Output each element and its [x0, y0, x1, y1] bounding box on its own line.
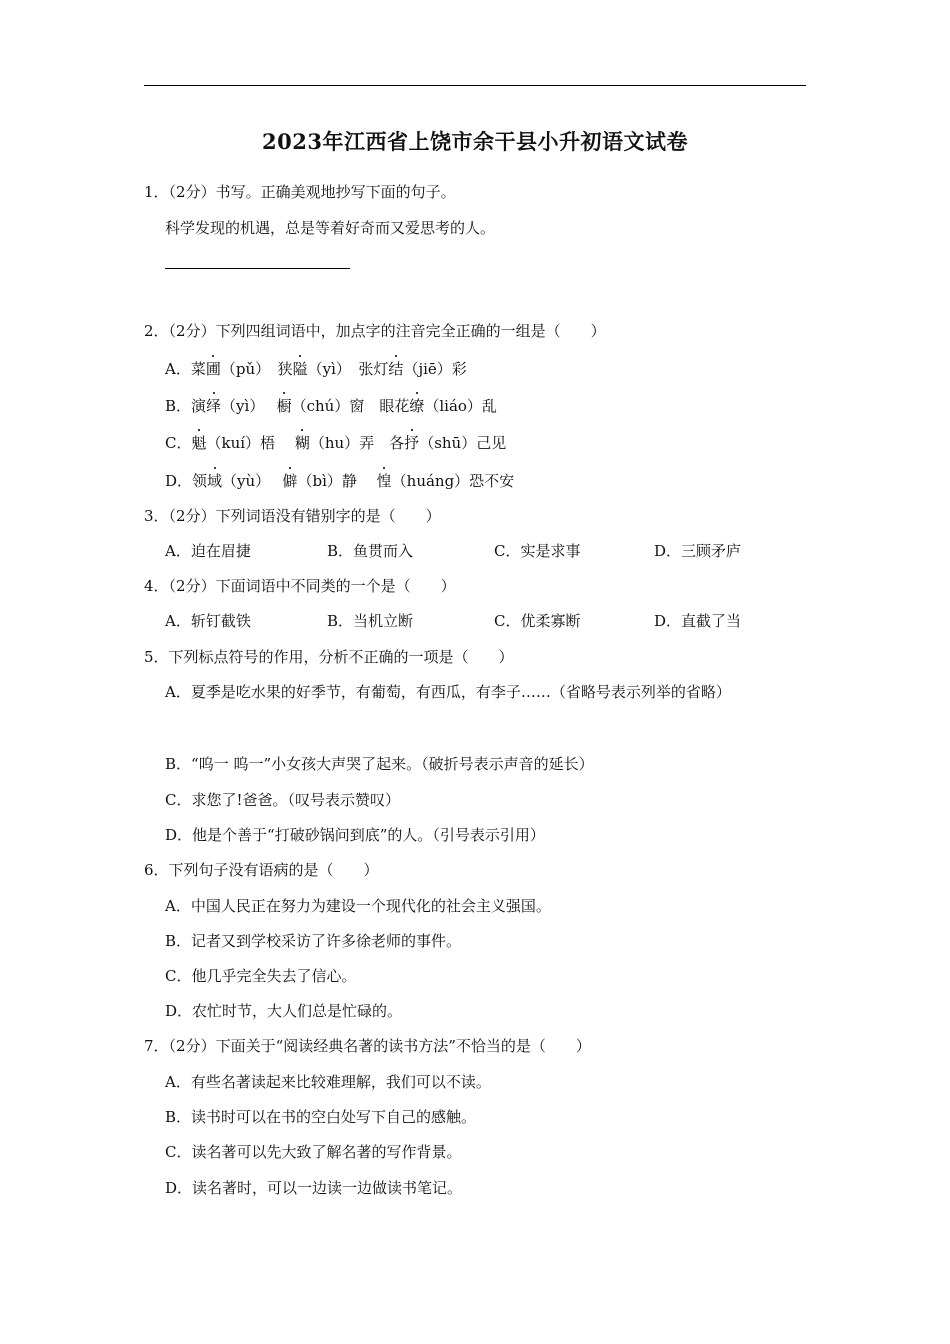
q2-option-b[interactable]	[165, 396, 497, 416]
q3-option-a[interactable]: A．迫在眉捷	[165, 542, 251, 560]
q4-option-d[interactable]: D．直截了当	[654, 612, 742, 630]
q2-b-dotted-char: 橱	[276, 397, 292, 415]
q7-option-d[interactable]: D．读名著时，可以一边读一边做读书笔记。	[165, 1179, 463, 1197]
q5-option-a[interactable]: A．夏季是吃水果的好季节，有葡萄，有西瓜，有李子……（省略号表示列举的省略）	[165, 683, 731, 701]
q2-a-text: A．菜	[165, 360, 206, 378]
q3-option-b[interactable]: B．鱼贯而入	[327, 542, 414, 560]
q2-d-text: （huáng）恐不安	[391, 472, 515, 490]
q7-stem: 7．（2分）下面关于“阅读经典名著的读书方法”不恰当的是（ ）	[144, 1037, 591, 1055]
q2-a-dotted-char: 结	[388, 360, 404, 378]
q2-a-dotted-char: 圃	[205, 360, 221, 378]
q4-stem: 4．（2分）下面词语中不同类的一个是（ ）	[144, 577, 456, 595]
q2-b-text: （chú）窗 眼花	[291, 397, 410, 415]
q2-stem: 2．（2分）下列四组词语中，加点字的注音完全正确的一组是（ ）	[144, 322, 606, 340]
header-rule	[144, 85, 806, 86]
q6-option-c[interactable]: C．他几乎完全失去了信心。	[165, 967, 357, 985]
q3-options	[165, 541, 805, 561]
q5-option-d[interactable]: D．他是个善于“打破砂锅问到底”的人。（引号表示引用）	[165, 826, 545, 844]
q6-option-a[interactable]: A．中国人民正在努力为建设一个现代化的社会主义强国。	[165, 897, 551, 915]
q2-c-dotted-char: 魁	[191, 434, 207, 452]
q4-options	[165, 611, 805, 631]
q2-a-text: （yì） 张灯	[307, 360, 389, 378]
q7-option-a[interactable]: A．有些名著读起来比较难理解，我们可以不读。	[165, 1073, 491, 1091]
q6-option-d[interactable]: D．农忙时节，大人们总是忙碌的。	[165, 1002, 403, 1020]
q5-option-b[interactable]: B．“呜一 呜一”小女孩大声哭了起来。（破折号表示声音的延长）	[165, 755, 594, 773]
q2-a-dotted-char: 隘	[292, 360, 308, 378]
page-title: 2023年江西省上饶市余干县小升初语文试卷	[262, 129, 688, 154]
q2-a-text: （jiē）彩	[403, 360, 467, 378]
q4-option-c[interactable]: C．优柔寡断	[494, 612, 581, 630]
q3-stem: 3．（2分）下列词语没有错别字的是（ ）	[144, 507, 441, 525]
q1-answer-blank[interactable]	[165, 268, 350, 269]
q2-c-text: （hu）弄 各	[309, 434, 405, 452]
q3-option-c[interactable]: C．实是求事	[494, 542, 581, 560]
q2-b-dotted-char: 绎	[206, 397, 222, 415]
q4-option-a[interactable]: A．斩钉截铁	[165, 612, 251, 630]
q2-b-dotted-char: 缭	[409, 397, 425, 415]
q4-option-b[interactable]: B．当机立断	[327, 612, 414, 630]
q2-d-text: D．领	[165, 472, 208, 490]
q1-stem: 1．（2分）书写。正确美观地抄写下面的句子。	[144, 183, 456, 201]
q2-option-d[interactable]	[165, 471, 514, 491]
q2-d-text: （bì）静	[297, 472, 377, 490]
q2-c-text: （kuí）梧	[206, 434, 295, 452]
q2-d-dotted-char: 僻	[282, 472, 298, 490]
q2-b-text: （yì）	[221, 397, 277, 415]
q2-a-text: （pǔ） 狭	[220, 360, 293, 378]
q2-c-dotted-char: 抒	[404, 434, 420, 452]
q6-option-b[interactable]: B．记者又到学校采访了许多徐老师的事件。	[165, 932, 462, 950]
q7-option-c[interactable]: C．读名著可以先大致了解名著的写作背景。	[165, 1143, 462, 1161]
q2-d-dotted-char: 域	[207, 472, 223, 490]
q5-stem: 5．下列标点符号的作用，分析不正确的一项是（ ）	[144, 648, 514, 666]
q2-c-text: C．	[165, 434, 192, 452]
q5-option-c[interactable]: C．求您了!爸爸。（叹号表示赞叹）	[165, 791, 401, 809]
q2-option-c[interactable]	[165, 433, 506, 453]
q2-c-text: （shū）己见	[419, 434, 507, 452]
q2-d-dotted-char: 惶	[376, 472, 392, 490]
q2-b-text: （liáo）乱	[424, 397, 497, 415]
q6-stem: 6．下列句子没有语病的是（ ）	[144, 861, 379, 879]
q2-c-dotted-char: 糊	[294, 434, 310, 452]
q1-sentence: 科学发现的机遇，总是等着好奇而又爱思考的人。	[165, 219, 496, 237]
q2-b-text: B．演	[165, 397, 207, 415]
q7-option-b[interactable]: B．读书时可以在书的空白处写下自己的感触。	[165, 1108, 477, 1126]
q2-d-text: （yù）	[222, 472, 283, 490]
q3-option-d[interactable]: D．三顾矛庐	[654, 542, 742, 560]
q2-option-a[interactable]	[165, 359, 467, 379]
